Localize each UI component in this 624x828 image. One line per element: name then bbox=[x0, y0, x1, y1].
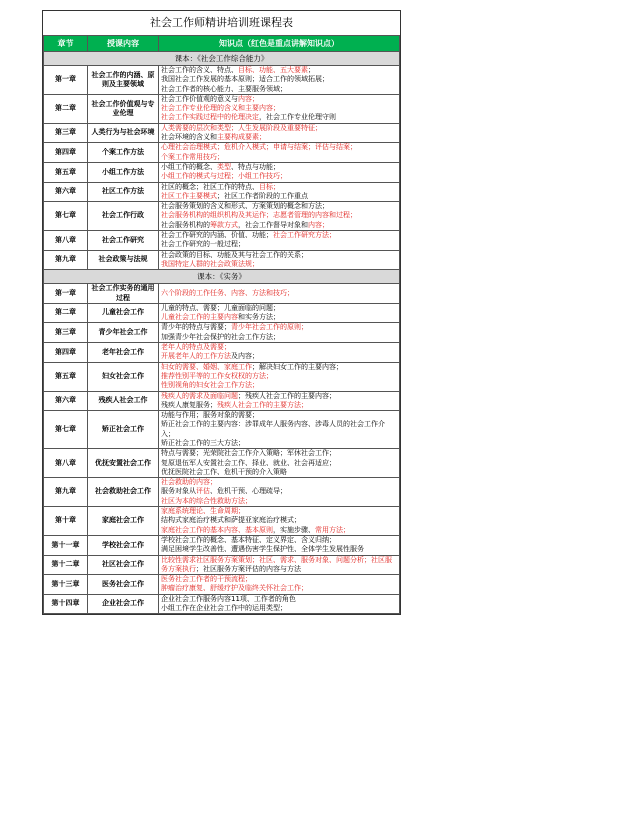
knowledge-text: ，社会工作专业伦理守则 bbox=[259, 113, 336, 122]
knowledge-line bbox=[161, 468, 397, 477]
knowledge-line bbox=[161, 113, 397, 122]
knowledge-text: 我国社会工作发展的基本原则；适合工作的领域拓展； bbox=[161, 75, 329, 84]
knowledge-text: 社会工作研究的一般过程； bbox=[161, 240, 245, 249]
table-row bbox=[44, 323, 400, 343]
chapter-cell: 第十章 bbox=[44, 507, 88, 536]
table-row bbox=[44, 478, 400, 507]
knowledge-line bbox=[161, 75, 397, 84]
content-cell: 青少年社会工作 bbox=[88, 323, 159, 343]
content-cell: 社会政策与法规 bbox=[88, 250, 159, 270]
table-row bbox=[44, 411, 400, 449]
knowledge-text: 社会工作价值观的意义与 bbox=[161, 94, 238, 103]
knowledge-line bbox=[161, 143, 397, 152]
key-point-text: 肿瘤治疗康复、舒缓疗护及临终关怀社会工作； bbox=[161, 584, 308, 593]
table-row bbox=[44, 594, 400, 614]
knowledge-cell bbox=[159, 94, 400, 123]
content-cell: 社会工作行政 bbox=[88, 202, 159, 231]
table-row bbox=[44, 507, 400, 536]
knowledge-cell bbox=[159, 202, 400, 231]
knowledge-line bbox=[161, 124, 397, 133]
knowledge-text: ，社会工作督导对象和 bbox=[238, 220, 308, 229]
table-row bbox=[44, 94, 400, 123]
header-knowledge: 知识点（红色是重点讲解知识点） bbox=[159, 36, 400, 52]
table-row bbox=[44, 391, 400, 411]
knowledge-line bbox=[161, 497, 397, 506]
schedule-table bbox=[43, 11, 400, 614]
key-point-text: 心理社会治理模式；危机介入模式；申请与结案；评估与结案； bbox=[161, 143, 357, 152]
chapter-cell: 第三章 bbox=[44, 323, 88, 343]
knowledge-line bbox=[161, 231, 397, 240]
key-point-text: 我国特定人群的社会政策法规； bbox=[161, 259, 259, 268]
knowledge-cell bbox=[159, 231, 400, 251]
knowledge-cell bbox=[159, 555, 400, 575]
knowledge-line bbox=[161, 536, 397, 545]
knowledge-line bbox=[161, 153, 397, 162]
schedule-body bbox=[44, 52, 400, 614]
key-point-text: 筹款方式 bbox=[210, 220, 238, 229]
content-cell: 人类行为与社会环境 bbox=[88, 123, 159, 143]
knowledge-text: 、危机干预、心理疏导； bbox=[210, 487, 287, 496]
knowledge-line bbox=[161, 420, 397, 439]
knowledge-text: 加强青少年社会保护的社会工作方法； bbox=[161, 332, 280, 341]
key-point-text: 社会工作专业伦理的含义和主要内容； bbox=[161, 104, 280, 113]
knowledge-line bbox=[161, 363, 397, 372]
knowledge-line bbox=[161, 133, 397, 142]
knowledge-text: 社会环境的含义和 bbox=[161, 133, 217, 142]
key-point-text: 老年人的特点及需要； bbox=[161, 343, 231, 352]
knowledge-text: ；残疾人社会工作的主要内容； bbox=[238, 391, 336, 400]
table-row bbox=[44, 202, 400, 231]
chapter-cell: 第一章 bbox=[44, 66, 88, 95]
content-cell: 企业社会工作 bbox=[88, 594, 159, 614]
section-label: 课本：《社会工作综合能力》 bbox=[44, 52, 400, 66]
knowledge-cell bbox=[159, 594, 400, 614]
key-point-text: 类型 bbox=[217, 162, 231, 171]
table-row bbox=[44, 535, 400, 555]
knowledge-text: 残疾人康复服务； bbox=[161, 400, 217, 409]
key-point-text: 小组工作的模式与过程；小组工作技巧； bbox=[161, 172, 287, 181]
knowledge-cell bbox=[159, 575, 400, 595]
chapter-cell: 第十一章 bbox=[44, 535, 88, 555]
key-point-text: 主要构成要素； bbox=[217, 133, 266, 142]
key-point-text: 青少年社会工作的原则； bbox=[231, 323, 308, 332]
key-point-text: 个案工作常用技巧； bbox=[161, 152, 224, 161]
knowledge-text: 社会工作研究的内涵、价值、功能； bbox=[161, 231, 273, 240]
knowledge-text: ；社区服务方案评估的内容与方法 bbox=[196, 564, 301, 573]
chapter-cell: 第八章 bbox=[44, 231, 88, 251]
key-point-text: 社会服务机构的组织机构及其运作；志愿者管理的内容和过程； bbox=[161, 211, 357, 220]
table-row bbox=[44, 182, 400, 202]
knowledge-text: 复原退伍军人安置社会工作、择业、就业、社会再适应； bbox=[161, 458, 336, 467]
knowledge-cell bbox=[159, 66, 400, 95]
knowledge-line bbox=[161, 240, 397, 249]
key-point-text: 开展老年人的工作方法 bbox=[161, 352, 231, 361]
table-row bbox=[44, 362, 400, 391]
key-point-text: 妇女的需要、婚姻、家庭工作 bbox=[161, 362, 252, 371]
knowledge-text: 矫正社会工作的主要内容：涉罪成年人服务内容、涉毒人员的社会工作介入； bbox=[161, 420, 385, 438]
knowledge-text: ；社区工作者阶段的工作重点 bbox=[217, 191, 308, 200]
knowledge-line bbox=[161, 251, 397, 260]
key-point-text: 目标、功能、五大要素 bbox=[238, 66, 308, 74]
chapter-cell: 第九章 bbox=[44, 250, 88, 270]
knowledge-text: ； bbox=[308, 66, 315, 74]
knowledge-line bbox=[161, 595, 397, 604]
knowledge-text: 矫正社会工作的三大方法； bbox=[161, 438, 245, 447]
table-row bbox=[44, 231, 400, 251]
chapter-cell: 第七章 bbox=[44, 202, 88, 231]
knowledge-cell bbox=[159, 362, 400, 391]
key-point-text: 残疾人的需求及面临问题 bbox=[161, 391, 238, 400]
knowledge-text: 社会工作者的核心能力、主要服务领域； bbox=[161, 84, 287, 93]
content-cell: 优抚安置社会工作 bbox=[88, 449, 159, 478]
knowledge-line bbox=[161, 221, 397, 230]
content-cell: 家庭社会工作 bbox=[88, 507, 159, 536]
knowledge-line bbox=[161, 66, 397, 75]
knowledge-line bbox=[161, 526, 397, 535]
key-point-text: 家庭社会工作的基本内容、基本原则 bbox=[161, 525, 273, 534]
knowledge-line bbox=[161, 545, 397, 554]
knowledge-cell bbox=[159, 162, 400, 182]
table-row bbox=[44, 343, 400, 363]
key-point-text: 常用方法； bbox=[315, 525, 350, 534]
knowledge-line bbox=[161, 333, 397, 342]
key-point-text: 家庭系统理论、生命周期； bbox=[161, 507, 245, 516]
content-cell: 残疾人社会工作 bbox=[88, 391, 159, 411]
knowledge-text: 学校社会工作的概念、基本特征、定义界定、含义归纳； bbox=[161, 535, 336, 544]
content-cell: 儿童社会工作 bbox=[88, 303, 159, 323]
knowledge-line bbox=[161, 192, 397, 201]
chapter-cell: 第四章 bbox=[44, 143, 88, 163]
header-content: 授课内容 bbox=[88, 36, 159, 52]
content-cell: 小组工作方法 bbox=[88, 162, 159, 182]
knowledge-cell bbox=[159, 411, 400, 449]
knowledge-text: 服务对象从 bbox=[161, 487, 196, 496]
content-cell: 妇女社会工作 bbox=[88, 362, 159, 391]
course-schedule-sheet bbox=[42, 10, 401, 615]
knowledge-line bbox=[161, 343, 397, 352]
key-point-text: 社会救助的内容； bbox=[161, 478, 217, 487]
key-point-text: 内容； bbox=[238, 94, 259, 103]
chapter-cell: 第二章 bbox=[44, 94, 88, 123]
chapter-cell: 第六章 bbox=[44, 182, 88, 202]
knowledge-line bbox=[161, 352, 397, 361]
content-cell: 社会救助社会工作 bbox=[88, 478, 159, 507]
key-point-text: 六个阶段的工作任务、内容、方法和技巧； bbox=[161, 288, 294, 297]
knowledge-cell bbox=[159, 284, 400, 304]
content-cell: 社会工作研究 bbox=[88, 231, 159, 251]
key-point-text: 社区工作主要模式 bbox=[161, 191, 217, 200]
chapter-cell: 第十二章 bbox=[44, 555, 88, 575]
page-title: 社会工作师精讲培训班课程表 bbox=[44, 11, 400, 36]
knowledge-text: 功能与作用；服务对象的需要； bbox=[161, 411, 259, 420]
chapter-cell: 第三章 bbox=[44, 123, 88, 143]
key-point-text: 目标； bbox=[259, 182, 280, 191]
chapter-cell: 第八章 bbox=[44, 449, 88, 478]
key-point-text: 社会工作研究方法； bbox=[273, 231, 336, 240]
knowledge-line bbox=[161, 604, 397, 613]
content-cell: 矫正社会工作 bbox=[88, 411, 159, 449]
knowledge-line bbox=[161, 487, 397, 496]
section-row bbox=[44, 270, 400, 284]
knowledge-text: 社会政策的目标、功能及其与社会工作的关系； bbox=[161, 250, 308, 259]
chapter-cell: 第一章 bbox=[44, 284, 88, 304]
chapter-cell: 第九章 bbox=[44, 478, 88, 507]
key-point-text: 儿童社会工作的主要内容 bbox=[161, 313, 238, 322]
chapter-cell: 第十四章 bbox=[44, 594, 88, 614]
content-cell: 社区工作方法 bbox=[88, 182, 159, 202]
knowledge-cell bbox=[159, 535, 400, 555]
key-point-text: 社区为本的综合性救助方法； bbox=[161, 496, 252, 505]
knowledge-line bbox=[161, 411, 397, 420]
content-cell: 社会工作价值观与专业伦理 bbox=[88, 94, 159, 123]
table-row bbox=[44, 303, 400, 323]
table-row bbox=[44, 250, 400, 270]
table-row bbox=[44, 449, 400, 478]
knowledge-line bbox=[161, 313, 397, 322]
chapter-cell: 第七章 bbox=[44, 411, 88, 449]
knowledge-cell bbox=[159, 182, 400, 202]
knowledge-line bbox=[161, 392, 397, 401]
knowledge-text: 特点与需要；光荣院社会工作介入策略；军休社会工作； bbox=[161, 449, 336, 458]
key-point-text: 比较性需求社区服务方案策划；社区、需求、服务对象、问题分析；社区服务方案执行 bbox=[161, 555, 392, 573]
knowledge-cell bbox=[159, 478, 400, 507]
knowledge-line bbox=[161, 289, 397, 298]
key-point-text: 残疾人社会工作的主要方法； bbox=[217, 400, 308, 409]
key-point-text: 内容； bbox=[308, 220, 329, 229]
knowledge-line bbox=[161, 439, 397, 448]
knowledge-text: 和实务方法； bbox=[238, 313, 280, 322]
knowledge-text: 小组工作在企业社会工作中的运用类型； bbox=[161, 604, 287, 613]
content-cell: 学校社会工作 bbox=[88, 535, 159, 555]
knowledge-cell bbox=[159, 323, 400, 343]
knowledge-line bbox=[161, 401, 397, 410]
knowledge-line bbox=[161, 163, 397, 172]
knowledge-text: 、特点与功能； bbox=[231, 162, 280, 171]
knowledge-line bbox=[161, 556, 397, 575]
key-point-text: 评估 bbox=[196, 487, 210, 496]
knowledge-text: 社会服务策划的含义和形式、方案策划的概念和方法； bbox=[161, 202, 329, 211]
knowledge-line bbox=[161, 372, 397, 381]
table-row bbox=[44, 143, 400, 163]
knowledge-line bbox=[161, 449, 397, 458]
chapter-cell: 第四章 bbox=[44, 343, 88, 363]
content-cell: 社会工作的内涵、原则及主要领域 bbox=[88, 66, 159, 95]
knowledge-line bbox=[161, 211, 397, 220]
knowledge-text: ，实施步骤、 bbox=[273, 525, 315, 534]
knowledge-cell bbox=[159, 449, 400, 478]
knowledge-line bbox=[161, 516, 397, 525]
knowledge-cell bbox=[159, 143, 400, 163]
key-point-text: 性别视角的妇女社会工作方法； bbox=[161, 381, 259, 390]
table-row bbox=[44, 66, 400, 95]
knowledge-cell bbox=[159, 507, 400, 536]
knowledge-cell bbox=[159, 343, 400, 363]
knowledge-line bbox=[161, 260, 397, 269]
table-row bbox=[44, 284, 400, 304]
knowledge-text: 企业社会工作服务内容11项、工作者的角色 bbox=[161, 594, 296, 603]
content-cell: 社会工作实务的通用过程 bbox=[88, 284, 159, 304]
knowledge-text: 青少年的特点与需要； bbox=[161, 323, 231, 332]
key-point-text: 人类需要的层次和类型；人生发展阶段及重要特征； bbox=[161, 123, 322, 132]
knowledge-text: 小组工作的概念、 bbox=[161, 162, 217, 171]
table-row bbox=[44, 123, 400, 143]
key-point-text: 推荐性别平等的工作女权权的方法； bbox=[161, 371, 273, 380]
chapter-cell: 第二章 bbox=[44, 303, 88, 323]
content-cell: 个案工作方法 bbox=[88, 143, 159, 163]
chapter-cell: 第六章 bbox=[44, 391, 88, 411]
content-cell: 社区社会工作 bbox=[88, 555, 159, 575]
section-label: 课本：《实务》 bbox=[44, 270, 400, 284]
key-point-text: 医务社会工作者的干预流程； bbox=[161, 575, 252, 584]
knowledge-text: ；解决妇女工作的主要内容； bbox=[252, 362, 343, 371]
knowledge-cell bbox=[159, 250, 400, 270]
table-row bbox=[44, 162, 400, 182]
section-row bbox=[44, 52, 400, 66]
key-point-text: 社会工作实践过程中的伦理决定 bbox=[161, 113, 259, 122]
knowledge-text: 及内容； bbox=[231, 352, 259, 361]
knowledge-line bbox=[161, 323, 397, 332]
knowledge-line bbox=[161, 459, 397, 468]
knowledge-text: 社会服务机构的 bbox=[161, 220, 210, 229]
chapter-cell: 第十三章 bbox=[44, 575, 88, 595]
knowledge-line bbox=[161, 95, 397, 104]
knowledge-text: 满足困境学生改善性、遭遇伤害学生保护性、全体学生发展性服务 bbox=[161, 545, 364, 554]
knowledge-text: 社区的概念；社区工作的特点、 bbox=[161, 182, 259, 191]
knowledge-line bbox=[161, 507, 397, 516]
chapter-cell: 第五章 bbox=[44, 362, 88, 391]
knowledge-text: 优抚医院社会工作、危机干预的介入策略 bbox=[161, 467, 287, 476]
knowledge-line bbox=[161, 183, 397, 192]
knowledge-line bbox=[161, 304, 397, 313]
table-row bbox=[44, 575, 400, 595]
knowledge-text: 儿童的特点、需要；儿童面临的问题； bbox=[161, 303, 280, 312]
knowledge-text: 社会工作的含义、特点、 bbox=[161, 66, 238, 74]
table-row bbox=[44, 555, 400, 575]
knowledge-line bbox=[161, 584, 397, 593]
knowledge-cell bbox=[159, 123, 400, 143]
chapter-cell: 第五章 bbox=[44, 162, 88, 182]
knowledge-line bbox=[161, 172, 397, 181]
knowledge-cell bbox=[159, 303, 400, 323]
header-row bbox=[44, 36, 400, 52]
knowledge-text: 结构式家庭治疗模式和萨提亚家庭治疗模式； bbox=[161, 516, 301, 525]
content-cell: 医务社会工作 bbox=[88, 575, 159, 595]
knowledge-cell bbox=[159, 391, 400, 411]
knowledge-line bbox=[161, 381, 397, 390]
knowledge-line bbox=[161, 85, 397, 94]
header-chapter: 章节 bbox=[44, 36, 88, 52]
content-cell: 老年社会工作 bbox=[88, 343, 159, 363]
